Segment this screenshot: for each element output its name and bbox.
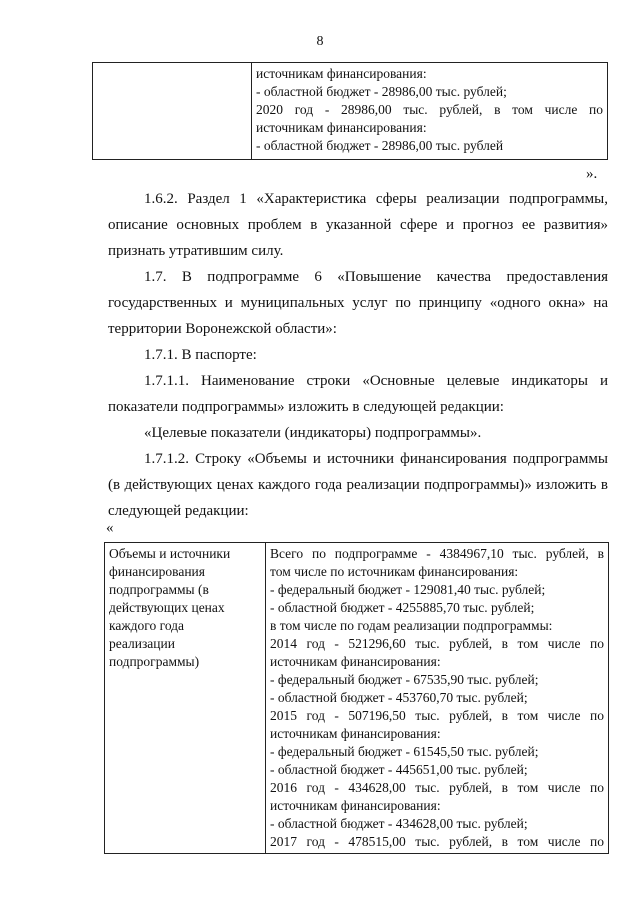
table-line: финансирования bbox=[109, 564, 205, 579]
paragraph-line: 1.7.1.1. Наименование строки «Основные целевые индикаторы и bbox=[144, 373, 608, 389]
table-cell-value bbox=[266, 543, 609, 854]
table-line: - федеральный бюджет - 61545,50 тыс. рублей; bbox=[270, 744, 539, 759]
table-row bbox=[105, 543, 609, 854]
table-line: каждого года bbox=[109, 618, 185, 633]
table-line: подпрограммы) bbox=[109, 654, 200, 669]
table-line: Всего по подпрограмме - 4384967,10 тыс. рублей, в bbox=[270, 546, 604, 561]
paragraph-line: признать утратившим силу. bbox=[108, 243, 284, 259]
table-line: 2016 год - 434628,00 тыс. рублей, в том числе по bbox=[270, 780, 604, 795]
table-line: источникам финансирования: bbox=[270, 798, 441, 813]
table-cell-label bbox=[105, 543, 266, 854]
table-line: - областной бюджет - 434628,00 тыс. рублей; bbox=[270, 816, 528, 831]
paragraph-1-6-2 bbox=[108, 186, 608, 264]
paragraph-1-7-1-2 bbox=[108, 446, 608, 524]
financing-table-continued bbox=[92, 62, 608, 160]
table-line: в том числе по годам реализации подпрограммы: bbox=[270, 618, 553, 633]
paragraph-line: следующей редакции: bbox=[108, 503, 249, 519]
table-line: 2017 год - 478515,00 тыс. рублей, в том числе по bbox=[270, 834, 604, 849]
paragraph-line: 1.7.1.2. Строку «Объемы и источники финансирования подпрограммы bbox=[144, 451, 608, 467]
paragraph-line: 1.7.1. В паспорте: bbox=[144, 347, 257, 363]
table-line: источникам финансирования: bbox=[270, 726, 441, 741]
paragraph-target-indicators bbox=[144, 420, 608, 446]
table-row bbox=[93, 63, 608, 160]
table-line: - областной бюджет - 453760,70 тыс. рублей; bbox=[270, 690, 528, 705]
paragraph-line: «Целевые показатели (индикаторы) подпрограммы». bbox=[144, 425, 482, 441]
table-line: 2015 год - 507196,50 тыс. рублей, в том числе по bbox=[270, 708, 604, 723]
table-cell-label bbox=[93, 63, 252, 160]
table-line: подпрограммы (в bbox=[109, 582, 209, 597]
paragraph-line: 1.6.2. Раздел 1 «Характеристика сферы реализации подпрограммы, bbox=[144, 191, 608, 207]
table-line: том числе по источникам финансирования: bbox=[270, 564, 519, 579]
paragraph-1-7-1-1 bbox=[108, 368, 608, 420]
table-line: реализации bbox=[109, 636, 175, 651]
table-line: - областной бюджет - 4255885,70 тыс. рублей; bbox=[270, 600, 535, 615]
paragraph-line: территории Воронежской области»: bbox=[108, 321, 337, 337]
table-line: источникам финансирования: bbox=[270, 654, 441, 669]
paragraph-line: государственных и муниципальных услуг по принципу «одного окна» на bbox=[108, 295, 608, 311]
table-line: - федеральный бюджет - 67535,90 тыс. рублей; bbox=[270, 672, 539, 687]
paragraph-line: описание основных проблем в указанной сфере и прогноз ее развития» bbox=[108, 217, 608, 233]
paragraph-1-7-1 bbox=[144, 342, 608, 368]
table-line: действующих ценах bbox=[109, 600, 225, 615]
table-line: - федеральный бюджет - 129081,40 тыс. рублей; bbox=[270, 582, 546, 597]
table-line: Объемы и источники bbox=[109, 546, 231, 561]
table-line: 2014 год - 521296,60 тыс. рублей, в том числе по bbox=[270, 636, 604, 651]
paragraph-line: (в действующих ценах каждого года реализации подпрограммы)» изложить в bbox=[108, 477, 608, 493]
table-line: источникам финансирования: bbox=[256, 120, 427, 135]
table-line: источникам финансирования: bbox=[256, 66, 427, 81]
table-line: - областной бюджет - 28986,00 тыс. рублей; bbox=[256, 84, 507, 99]
table-line: 2020 год - 28986,00 тыс. рублей, в том числе по bbox=[256, 102, 603, 117]
table-line: - областной бюджет - 445651,00 тыс. рублей; bbox=[270, 762, 528, 777]
paragraph-line: показатели подпрограммы» изложить в следующей редакции: bbox=[108, 399, 504, 415]
page-number: 8 bbox=[316, 34, 324, 49]
closing-quote: ». bbox=[586, 166, 598, 182]
financing-table bbox=[104, 542, 609, 854]
paragraph-1-7 bbox=[108, 264, 608, 342]
opening-quote: « bbox=[106, 520, 114, 536]
paragraph-line: 1.7. В подпрограмме 6 «Повышение качества предоставления bbox=[144, 269, 608, 285]
table-cell-value bbox=[252, 63, 608, 160]
table-line: - областной бюджет - 28986,00 тыс. рублей bbox=[256, 138, 504, 153]
